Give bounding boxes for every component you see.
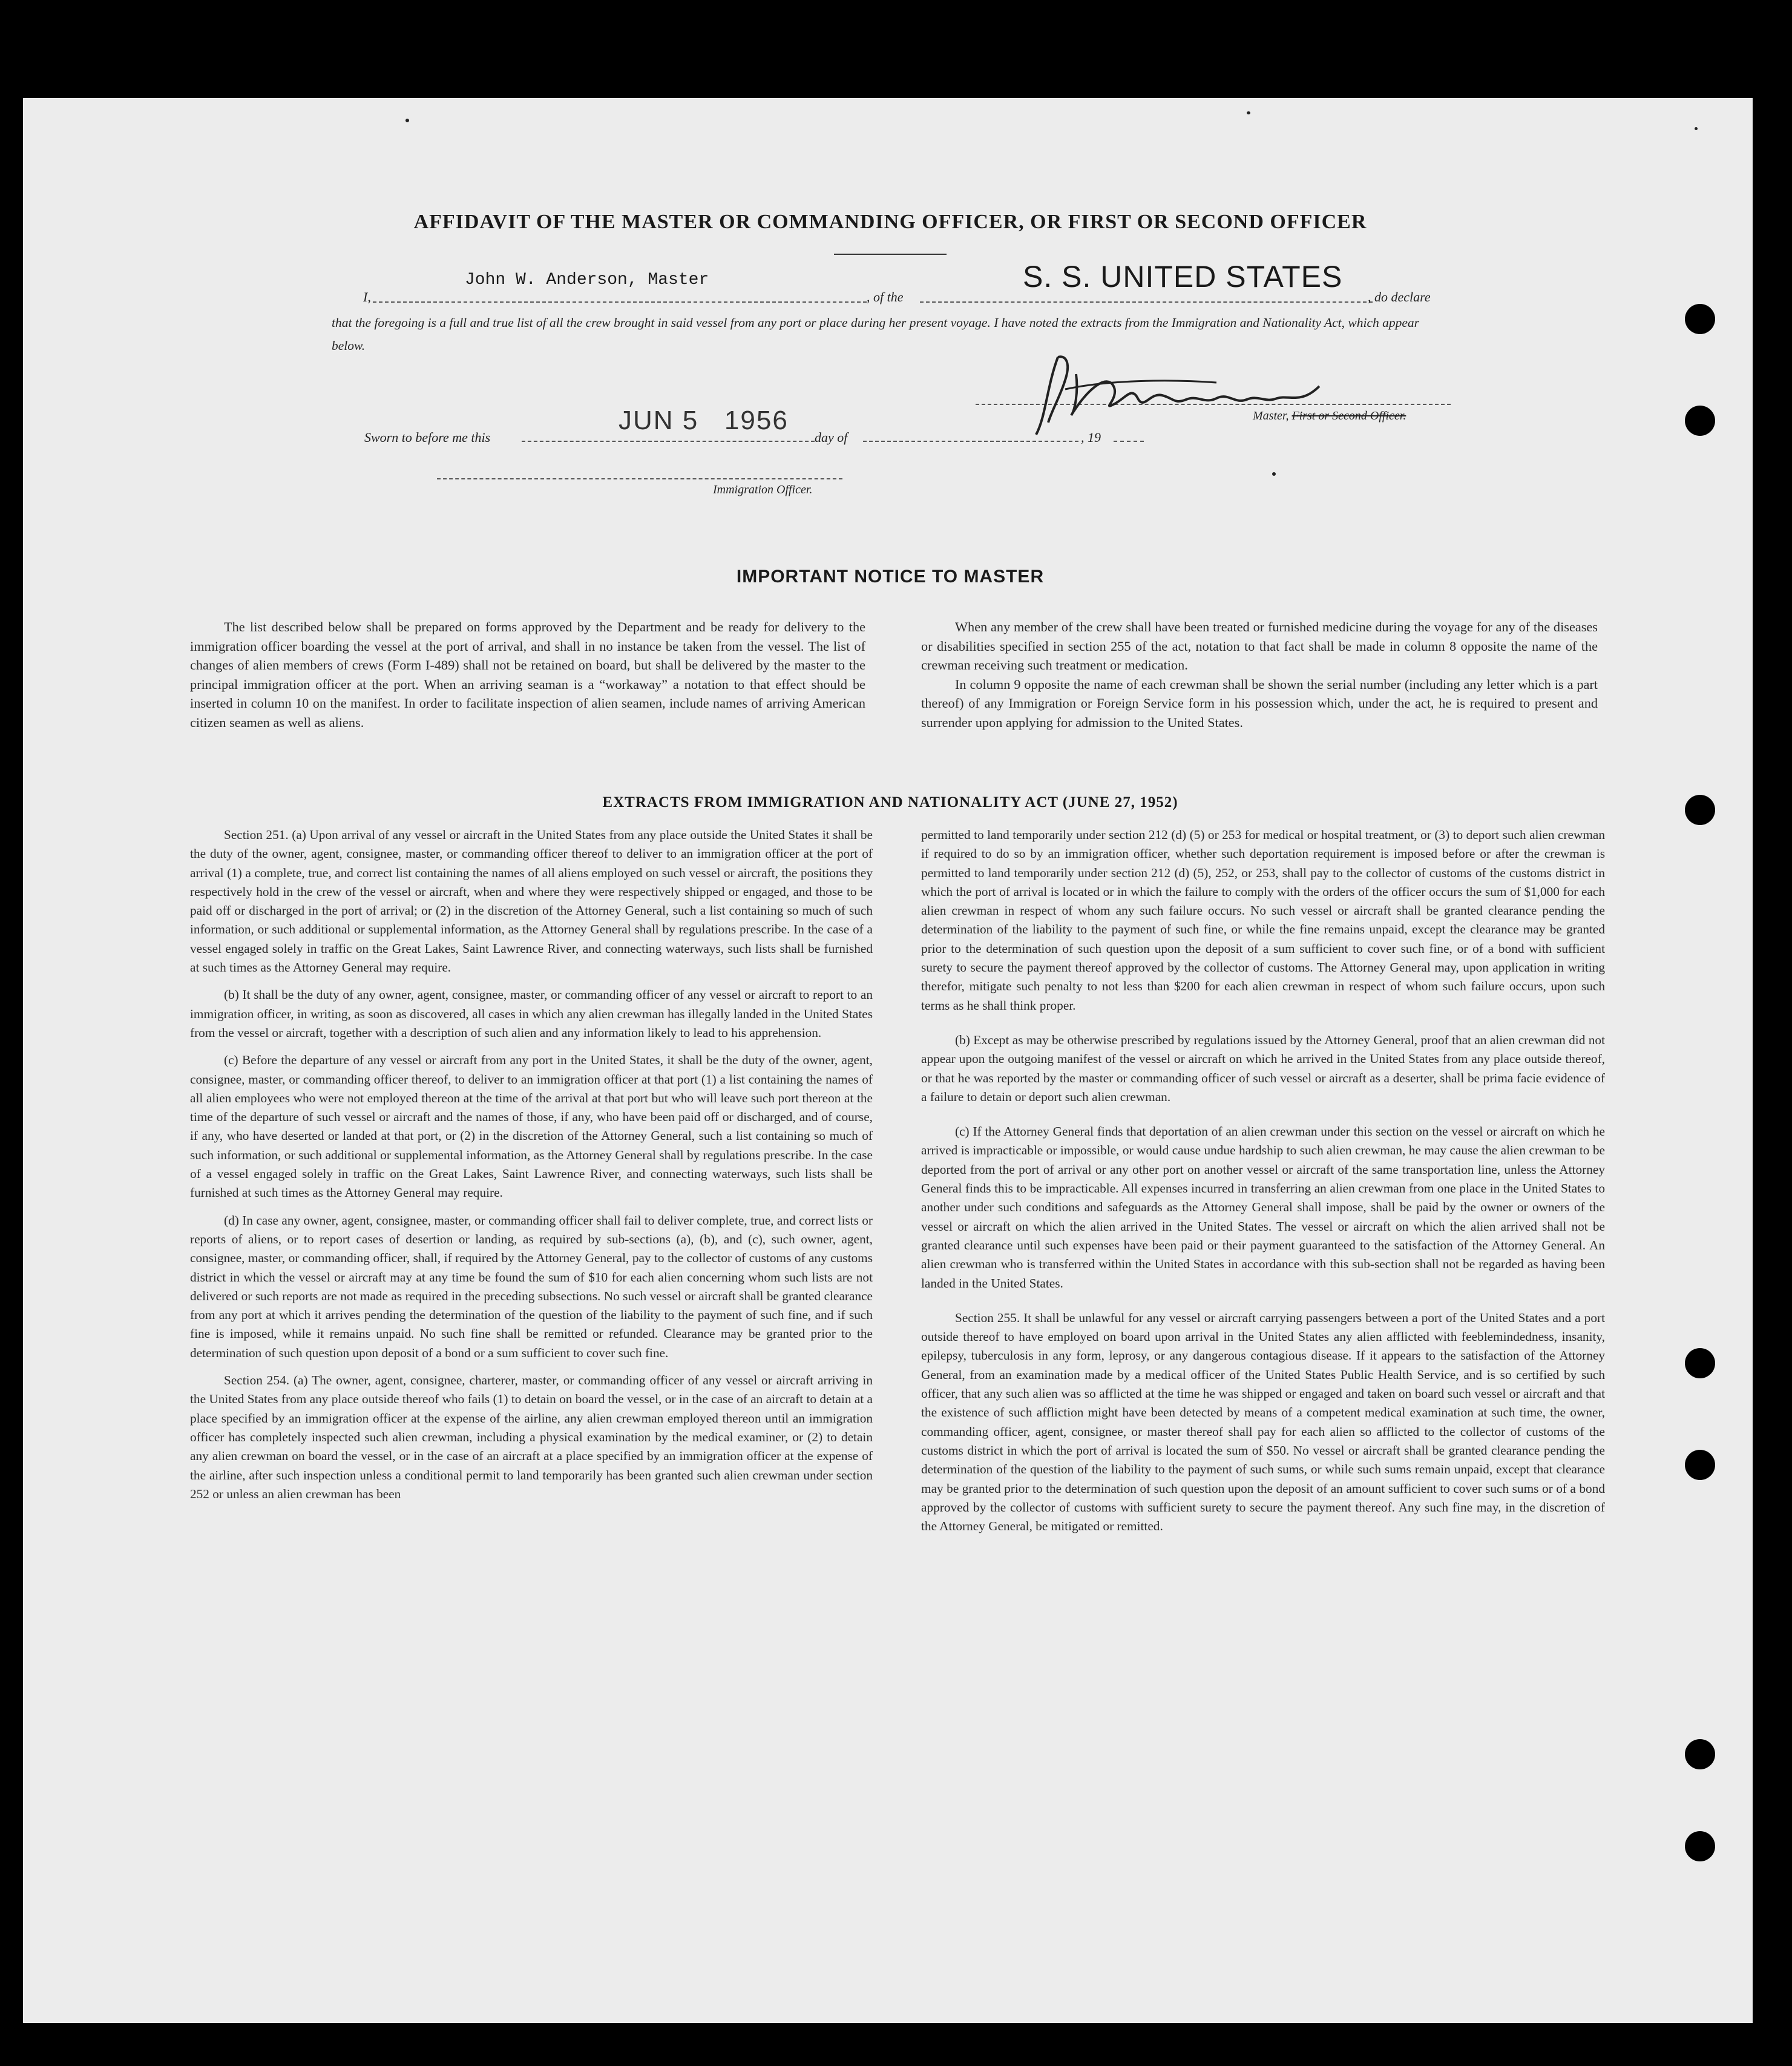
act-section: (b) It shall be the duty of any owner, agent, consignee, master, or commanding officer of any vessel or aircraft to report to an immigration officer, in writing, as soon as discovered, all cases in which any alien crewman has illegally landed in the United States from the vessel or aircraft, together with a description of such alien and any information likely to lead to his apprehension.: [190, 987, 873, 1040]
vessel-line: [920, 301, 1373, 303]
act-section: Section 251. (a) Upon arrival of any vessel or aircraft in the United States from any place outside the United States it shall be the duty of the owner, agent, consignee, master, or commanding officer thereof to deliver to an immigration officer at the port of arrival (1) a complete, true, and correct list containing the names of all aliens employed on such vessel or aircraft, the positions they respectively hold in the crew of the vessel or aircraft, when and where they were respectively shipped or engaged, and those to be paid off or discharged in the port of arrival; or (2) in the discretion of the Attorney General, such a list containing so much of such information, or such additional or supplemental information, as the Attorney General shall by regulations prescribe. In the case of a vessel engaged solely in traffic on the Great Lakes, Saint Lawrence River, and connecting waterways, such lists shall be furnished at such times as the Attorney General may require.: [190, 827, 873, 975]
officer-caption: [1253, 409, 1406, 423]
act-section: (c) Before the departure of any vessel or aircraft from any port in the United States, it shall be the duty of the owner, agent, consignee, master, or commanding officer thereof, to deliver to an immigration officer at that port (1) a list containing the names of all alien employees who were not employed thereon at the time of the arrival at that port but who will leave such port thereon at the time of the departure of such vessel or aircraft and the names of those, if any, who have been paid off or discharged, and of course, if any, who have deserted or landed at that port, or (2) in the discretion of the Attorney General, such a list containing so much of such information, or such additional or supplemental information, as the Attorney General shall by regulations prescribe. In the case of a vessel engaged solely in traffic on the Great Lakes, Saint Lawrence River, and connecting waterways, such lists shall be furnished at such times as the Attorney General may require.: [190, 1053, 873, 1200]
act-section: permitted to land temporarily under section 212 (d) (5) or 253 for medical or hospital treatment, or (3) to deport such alien crewman if required to do so by an immigration officer, whether such deportation requirement is imposed before or after the crewman is permitted to land temporarily under section 212 (d) (5), 252, or 253, shall pay to the collector of customs of the customs district in which the port of arrival is located or in which the failure to comply with the orders of the officer occurs the sum of $1,000 for each alien crewman in respect of whom any such failure occurs. No such vessel or aircraft shall be granted clearance pending the determination of the liability to the payment of such fine, or while the fine remains unpaid, except the clearance may be granted prior to the determination of such question upon the deposit of a sum sufficient to cover such fine, or of a bond with sufficient surety to secure the payment thereof approved by the collector of customs. The Attorney General may, upon application in writing therefor, mitigate such penalty to not less than $200 for each alien crewman in respect of whom such failure occurs, upon such terms as he shall think proper.: [921, 827, 1605, 1013]
extracts-heading: EXTRACTS FROM IMMIGRATION AND NATIONALITY ACT (JUNE 27, 1952): [602, 794, 1178, 811]
day-of-label: day of: [815, 430, 848, 445]
punch-hole: [1685, 1739, 1715, 1769]
do-declare-label: , do declare: [1368, 289, 1431, 304]
month-line: [863, 441, 1078, 442]
affidavit-title: AFFIDAVIT OF THE MASTER OR COMMANDING OFFICER, OR FIRST OR SECOND OFFICER: [413, 211, 1367, 233]
scan-speck: [1695, 127, 1698, 130]
struck-caption: First or Second Officer.: [1291, 409, 1406, 423]
extracts-right-column: [921, 826, 1605, 1536]
notice-paragraph: The list described below shall be prepared on forms approved by the Department and be ready for delivery to the immigration officer boarding the vessel at the port of arrival, and shall in no instance be taken from the vessel. The list of changes of alien members of crews (Form I-489) shall not be retained on board, but shall be delivered by the master to the principal immigration officer at the port. When an arriving seaman is a “workaway” a notation to that effect should be inserted in column 10 on the manifest. In order to facilitate inspection of alien seamen, include names of arriving American citizen seamen as well as aliens.: [190, 619, 865, 730]
date-stamp: JUN 5 1956: [619, 406, 789, 435]
act-section: (d) In case any owner, agent, consignee, master, or commanding officer shall fail to deliver complete, true, and correct lists or reports of aliens, or to report cases of desertion or landing, as required by sub-sections (a), (b), and (c), such owner, agent, consignee, master, or commanding officer, shall, if required by the Attorney General, pay to the collector of customs of any customs district in which the vessel or aircraft may at any time be found the sum of $10 for each alien concerning whom such lists are not delivered or such reports are not made as required in the preceding subsections. No such vessel or aircraft shall be granted clearance from any port at which it arrives pending the determination of the question of the liability to the payment of such fine, and if such fine is imposed, while it remains unpaid. No such fine shall be remitted or refunded. Clearance may be granted prior to the determination of such question upon deposit of a bond or a sum sufficient to cover such fine.: [190, 1212, 873, 1360]
act-section: Section 255. It shall be unlawful for any vessel or aircraft carrying passengers between a port of the United States and a port outside thereof to have employed on board upon arrival in the United States any alien afflicted with feeblemindedness, insanity, epilepsy, tuberculosis in any form, leprosy, or any dangerous contagious disease. If it appears to the satisfaction of the Attorney General, from an examination made by a medical officer of the United States Public Health Service, and is so certified by such officer, that any such alien was so afflicted at the time he was shipped or engaged and taken on board such vessel or aircraft and that the existence of such affliction might have been detected by means of a competent medical examination at such time, the owner, commanding officer, agent, consignee, or master thereof shall pay for each alien so afflicted to the collector of customs of the customs district in which the port of arrival is located the sum of $50. No vessel or aircraft shall be granted clearance pending the determination of the question of the liability to the payment of such sums, or while such sums remain unpaid, except that clearance may be granted prior to the determination of such question upon the deposit of an amount sufficient to cover such sums or of a bond approved by the collector of customs with sufficient surety to secure the payment thereof. Any such fine may, in the discretion of the Attorney General, be mitigated or remitted.: [921, 1310, 1605, 1534]
title-underline: [834, 254, 947, 255]
punch-hole: [1685, 1348, 1715, 1378]
i-label: I,: [363, 289, 371, 304]
punch-hole: [1685, 304, 1715, 334]
notice-left-column: [190, 617, 865, 745]
immigration-officer-line: [437, 478, 842, 479]
year-line: [1114, 441, 1144, 442]
notice-right-column: [921, 617, 1598, 732]
vessel-name: S. S. UNITED STATES: [1023, 260, 1343, 294]
handwritten-signature: [1023, 344, 1337, 447]
notice-heading: IMPORTANT NOTICE TO MASTER: [736, 567, 1045, 587]
notice-paragraph: When any member of the crew shall have been treated or furnished medicine during the voyage for any of the diseases or disabilities specified in section 255 of the act, notation to that fact shall be made in column 8 opposite the name of the crewman receiving such treatment or medication.: [921, 619, 1598, 673]
scan-speck: [1247, 111, 1250, 114]
sworn-label: Sworn to before me this: [364, 430, 491, 445]
extracts-left-column: [190, 826, 873, 1504]
scan-speck: [1272, 472, 1276, 476]
sworn-day-line: [522, 441, 815, 442]
punch-hole: [1685, 1450, 1715, 1480]
act-section: Section 254. (a) The owner, agent, consignee, charterer, master, or commanding officer of any vessel or aircraft arriving in the United States from any place outside thereof who fails (1) to detain on board the vessel, or in the case of an aircraft to detain at a place specified by an immigration officer at the expense of the airline, any alien crewman employed thereon until an immigration officer has completely inspected such alien crewman, including a physical examination by the medical examiner, or (2) to detain any alien crewman on board the vessel, or in the case of an aircraft at a place specified by an immigration officer at the expense of the airline, after such inspection unless a conditional permit to land temporarily has been granted such alien crewman under section 252 or unless an alien crewman has been: [190, 1373, 873, 1501]
name-line: [373, 301, 867, 303]
year-label: , 19: [1081, 430, 1101, 445]
punch-hole: [1685, 406, 1715, 436]
act-section: (b) Except as may be otherwise prescribed by regulations issued by the Attorney General, proof that an alien crewman did not appear upon the outgoing manifest of the vessel or aircraft on which he arrived in the United States from any place outside thereof, or that he was reported by the master or commanding officer of such vessel or aircraft as a deserter, shall be prima facie evidence of a failure to detain or deport such alien crewman.: [921, 1032, 1605, 1104]
act-section: (c) If the Attorney General finds that deportation of an alien crewman under this section on the vessel or aircraft on which he arrived is impracticable or impossible, or would cause undue hardship to such alien crewman, he may cause the alien crewman to be deported from the port of arrival or any other port on another vessel or aircraft of the same transportation line, unless the Attorney General finds this to be impracticable. All expenses incurred in transferring an alien crewman from one place in the United States to another under such conditions and safeguards as the Attorney General shall impose, shall be paid by the owner or owners of the vessel or aircraft on which the alien arrived in the United States. The vessel or aircraft on which the alien arrived shall not be granted clearance until such expenses have been paid or their payment guaranteed to the satisfaction of the Attorney General. An alien crewman who is transferred within the United States in accordance with this sub-section shall not be regarded as having been landed in the United States.: [921, 1124, 1605, 1291]
punch-hole: [1685, 795, 1715, 825]
punch-hole: [1685, 1831, 1715, 1861]
master-caption: Master,: [1253, 409, 1289, 423]
declaration-text: that the foregoing is a full and true list of all the crew brought in said vessel from any port or place during her present voyage. I have noted the extracts from the Immigration and Nationality Act, which appear below.: [332, 315, 1420, 353]
scan-speck: [405, 119, 409, 122]
notice-paragraph: In column 9 opposite the name of each crewman shall be shown the serial number (including any letter which is a part thereof) of any Immigration or Foreign Service form in his possession which, under the act, he is required to present and surrender upon applying for admission to the United States.: [921, 676, 1598, 730]
immigration-officer-caption: Immigration Officer.: [713, 483, 813, 496]
master-name: John W. Anderson, Master: [465, 271, 709, 289]
of-the-label: , of the: [867, 289, 904, 304]
